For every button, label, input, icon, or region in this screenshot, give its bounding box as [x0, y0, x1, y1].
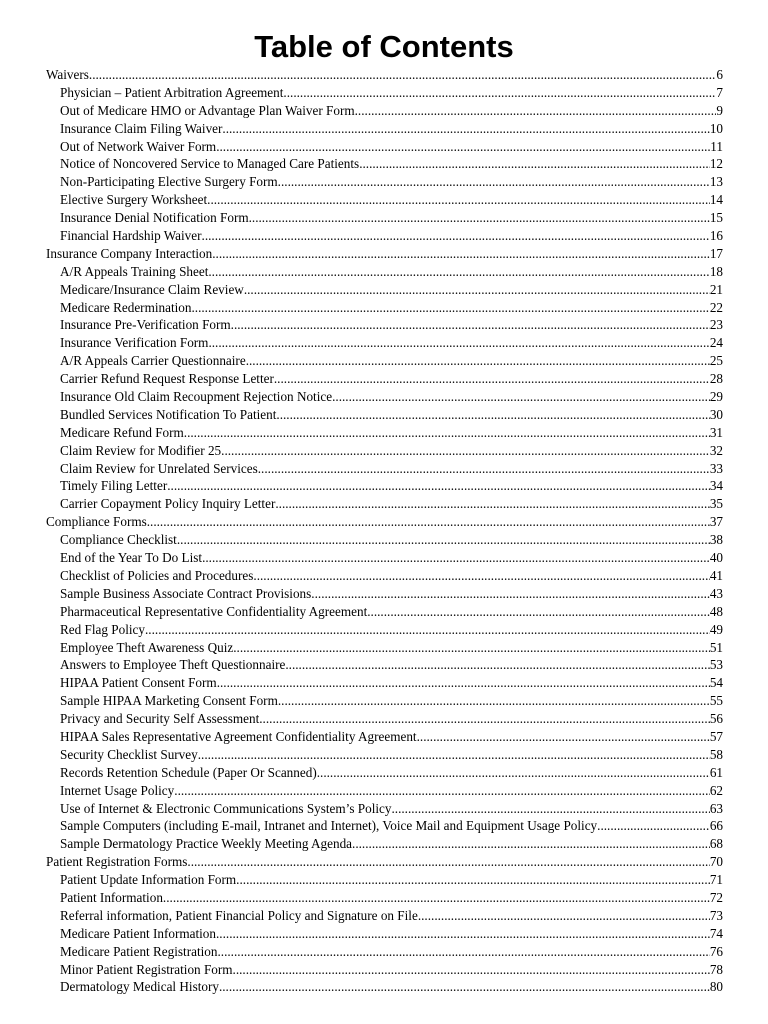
toc-dot-leader — [163, 889, 710, 907]
toc-dot-leader — [191, 299, 709, 317]
toc-page-number: 18 — [709, 263, 723, 279]
toc-subentry[interactable] — [46, 460, 723, 478]
toc-subentry[interactable] — [46, 209, 723, 227]
toc-dot-leader — [258, 460, 710, 478]
toc-page-number: 73 — [709, 907, 723, 923]
toc-page-number: 6 — [716, 67, 723, 82]
toc-subentry[interactable] — [46, 710, 723, 728]
toc-page-number: 22 — [709, 299, 723, 315]
toc-subentry[interactable] — [46, 871, 723, 889]
toc-page-number: 43 — [709, 585, 723, 601]
toc-subentry[interactable] — [46, 603, 723, 621]
toc-subentry[interactable] — [46, 495, 723, 513]
toc-subentry[interactable] — [46, 692, 723, 710]
toc-page-number: 30 — [709, 406, 723, 422]
table-of-contents — [46, 66, 723, 996]
toc-dot-leader — [184, 424, 710, 442]
toc-page-number: 13 — [709, 174, 723, 190]
toc-subentry[interactable] — [46, 138, 723, 156]
toc-dot-leader — [274, 370, 710, 388]
toc-subentry[interactable] — [46, 585, 723, 603]
toc-subentry[interactable] — [46, 227, 723, 245]
toc-entry-label: Minor Patient Registration Form — [60, 961, 233, 977]
toc-entry-label: Dermatology Medical History — [60, 979, 219, 995]
toc-entry-label: Sample Dermatology Practice Weekly Meeting Agenda — [60, 836, 353, 852]
toc-page-number: 74 — [709, 925, 723, 941]
toc-subentry[interactable] — [46, 388, 723, 406]
toc-subentry[interactable] — [46, 674, 723, 692]
toc-subentry[interactable] — [46, 656, 723, 674]
toc-subentry[interactable] — [46, 442, 723, 460]
toc-page-number: 71 — [709, 872, 723, 888]
toc-dot-leader — [177, 531, 710, 549]
toc-entry-label: Medicare Patient Information — [60, 925, 216, 941]
toc-page-number: 28 — [709, 371, 723, 387]
toc-dot-leader — [236, 871, 710, 889]
toc-page-number: 80 — [709, 979, 723, 995]
toc-entry-label: HIPAA Patient Consent Form — [60, 675, 217, 691]
toc-dot-leader — [352, 835, 710, 853]
toc-dot-leader — [207, 191, 710, 209]
toc-subentry[interactable] — [46, 800, 723, 818]
toc-page-number: 68 — [709, 836, 723, 852]
toc-entry-label: Compliance Forms — [46, 514, 147, 530]
toc-page-number: 76 — [709, 943, 723, 959]
toc-dot-leader — [278, 173, 710, 191]
toc-entry-label: Medicare/Insurance Claim Review — [60, 281, 244, 297]
toc-page-number: 70 — [709, 854, 723, 870]
toc-subentry[interactable] — [46, 746, 723, 764]
toc-entry-label: Security Checklist Survey — [60, 746, 198, 762]
toc-entry-label: A/R Appeals Training Sheet — [60, 263, 209, 279]
toc-subentry[interactable] — [46, 155, 723, 173]
toc-dot-leader — [219, 978, 710, 996]
page-title: Table of Contents — [254, 29, 514, 64]
toc-dot-leader — [233, 639, 710, 657]
toc-subentry[interactable] — [46, 316, 723, 334]
toc-page-number: 11 — [710, 138, 723, 154]
toc-page-number: 55 — [709, 693, 723, 709]
toc-subentry[interactable] — [46, 961, 723, 979]
toc-entry-label: Out of Medicare HMO or Advantage Plan Waiver Form — [60, 102, 355, 118]
toc-page-number: 21 — [709, 281, 723, 297]
toc-dot-leader — [233, 961, 710, 979]
toc-subentry[interactable] — [46, 567, 723, 585]
toc-subentry[interactable] — [46, 817, 723, 835]
toc-entry-label: Internet Usage Policy — [60, 782, 175, 798]
toc-entry-label: Insurance Verification Form — [60, 335, 209, 351]
toc-entry-label: Red Flag Policy — [60, 621, 145, 637]
toc-dot-leader — [147, 513, 710, 531]
toc-dot-leader — [285, 656, 709, 674]
toc-entry-label: Notice of Noncovered Service to Managed Care Patients — [60, 156, 360, 172]
toc-page-number: 37 — [709, 514, 723, 530]
toc-subentry[interactable] — [46, 173, 723, 191]
toc-page-number: 48 — [709, 603, 723, 619]
toc-page-number: 35 — [709, 496, 723, 512]
toc-entry-label: Sample HIPAA Marketing Consent Form — [60, 693, 278, 709]
toc-entry-label: Insurance Denial Notification Form — [60, 210, 249, 226]
toc-section-entry[interactable] — [46, 245, 723, 263]
toc-page-number: 63 — [709, 800, 723, 816]
toc-subentry[interactable] — [46, 531, 723, 549]
toc-section-entry[interactable] — [46, 853, 723, 871]
toc-page-number: 40 — [709, 550, 723, 566]
toc-page-number: 51 — [709, 639, 723, 655]
toc-dot-leader — [332, 388, 710, 406]
toc-dot-leader — [145, 621, 710, 639]
toc-page-number: 33 — [709, 460, 723, 476]
toc-subentry[interactable] — [46, 334, 723, 352]
toc-page-number: 41 — [709, 567, 723, 583]
toc-subentry[interactable] — [46, 102, 723, 120]
toc-entry-label: Physician – Patient Arbitration Agreement — [60, 84, 284, 100]
toc-subentry[interactable] — [46, 370, 723, 388]
toc-page-number: 10 — [709, 120, 723, 136]
toc-subentry[interactable] — [46, 120, 723, 138]
toc-entry-label: Medicare Refund Form — [60, 424, 184, 440]
toc-page-number: 38 — [709, 532, 723, 548]
toc-page-number: 31 — [709, 424, 723, 440]
toc-page-number: 34 — [709, 478, 723, 494]
toc-dot-leader — [275, 495, 709, 513]
toc-dot-leader — [174, 782, 710, 800]
toc-entry-label: Insurance Old Claim Recoupment Rejection Notice — [60, 389, 333, 405]
toc-subentry[interactable] — [46, 621, 723, 639]
toc-page-number: 54 — [709, 675, 723, 691]
toc-subentry[interactable] — [46, 299, 723, 317]
toc-page-number: 57 — [709, 728, 723, 744]
toc-dot-leader — [89, 66, 717, 84]
toc-entry-label: Claim Review for Modifier 25 — [60, 442, 222, 458]
toc-page-number: 78 — [709, 961, 723, 977]
toc-dot-leader — [216, 925, 710, 943]
toc-subentry[interactable] — [46, 925, 723, 943]
toc-dot-leader — [391, 800, 709, 818]
toc-dot-leader — [418, 907, 710, 925]
toc-page-number: 49 — [709, 621, 723, 637]
toc-page-number: 9 — [716, 102, 723, 118]
toc-page-number: 14 — [709, 192, 723, 208]
toc-page-number: 15 — [709, 210, 723, 226]
toc-entry-label: Non-Participating Elective Surgery Form — [60, 174, 278, 190]
toc-dot-leader — [198, 746, 710, 764]
toc-entry-label: Insurance Pre-Verification Form — [60, 317, 231, 333]
toc-entry-label: Compliance Checklist — [60, 532, 177, 548]
toc-dot-leader — [167, 477, 710, 495]
toc-subentry[interactable] — [46, 281, 723, 299]
toc-dot-leader — [367, 603, 710, 621]
toc-entry-label: Elective Surgery Worksheet — [60, 192, 208, 208]
toc-subentry[interactable] — [46, 84, 723, 102]
toc-page-number: 23 — [709, 317, 723, 333]
toc-page-number: 25 — [709, 353, 723, 369]
toc-entry-label: End of the Year To Do List — [60, 550, 203, 566]
toc-subentry[interactable] — [46, 424, 723, 442]
toc-dot-leader — [202, 549, 710, 567]
toc-entry-label: Referral information, Patient Financial Policy and Signature on File — [60, 907, 418, 923]
toc-dot-leader — [212, 245, 710, 263]
toc-page-number: 72 — [709, 889, 723, 905]
toc-dot-leader — [359, 155, 710, 173]
toc-entry-label: A/R Appeals Carrier Questionnaire — [60, 353, 246, 369]
toc-dot-leader — [278, 692, 710, 710]
toc-page-number: 17 — [709, 245, 723, 261]
toc-entry-label: Patient Registration Forms — [46, 854, 188, 870]
toc-subentry[interactable] — [46, 764, 723, 782]
toc-dot-leader — [311, 585, 710, 603]
toc-dot-leader — [208, 334, 709, 352]
toc-subentry[interactable] — [46, 943, 723, 961]
toc-section-entry[interactable] — [46, 66, 723, 84]
toc-dot-leader — [246, 352, 710, 370]
toc-dot-leader — [597, 817, 710, 835]
toc-entry-label: Timely Filing Letter — [60, 478, 168, 494]
toc-page-number: 61 — [709, 764, 723, 780]
toc-entry-label: Patient Update Information Form — [60, 872, 237, 888]
toc-page-number: 53 — [709, 657, 723, 673]
toc-dot-leader — [355, 102, 717, 120]
toc-dot-leader — [208, 263, 709, 281]
toc-page-number: 62 — [709, 782, 723, 798]
toc-dot-leader — [417, 728, 710, 746]
toc-subentry[interactable] — [46, 907, 723, 925]
toc-entry-label: Sample Computers (including E-mail, Intranet and Internet), Voice Mail and Equipment Usage Policy — [60, 818, 598, 834]
toc-dot-leader — [217, 674, 710, 692]
toc-entry-label: Carrier Copayment Policy Inquiry Letter — [60, 496, 276, 512]
toc-entry-label: Bundled Services Notification To Patient — [60, 406, 277, 422]
toc-page-number: 24 — [709, 335, 723, 351]
toc-entry-label: Insurance Company Interaction — [46, 245, 213, 261]
toc-entry-label: Carrier Refund Request Response Letter — [60, 371, 274, 387]
toc-subentry[interactable] — [46, 191, 723, 209]
toc-page-number: 16 — [709, 228, 723, 244]
toc-entry-label: Checklist of Policies and Procedures — [60, 567, 254, 583]
toc-dot-leader — [187, 853, 709, 871]
toc-entry-label: Financial Hardship Waiver — [60, 228, 202, 244]
toc-subentry[interactable] — [46, 406, 723, 424]
toc-entry-label: Employee Theft Awareness Quiz — [60, 639, 234, 655]
toc-dot-leader — [317, 764, 710, 782]
toc-dot-leader — [276, 406, 709, 424]
toc-page-number: 29 — [709, 389, 723, 405]
toc-dot-leader — [221, 442, 710, 460]
toc-entry-label: Insurance Claim Filing Waiver — [60, 120, 223, 136]
toc-page-number: 66 — [709, 818, 723, 834]
toc-dot-leader — [216, 138, 710, 156]
toc-section-entry[interactable] — [46, 513, 723, 531]
toc-entry-label: Medicare Patient Registration — [60, 943, 218, 959]
toc-dot-leader — [253, 567, 709, 585]
toc-entry-label: Records Retention Schedule (Paper Or Scanned) — [60, 764, 317, 780]
toc-entry-label: Out of Network Waiver Form — [60, 138, 217, 154]
toc-entry-label: Sample Business Associate Contract Provisions — [60, 585, 312, 601]
toc-entry-label: Privacy and Security Self Assessment — [60, 711, 260, 727]
toc-page-number: 12 — [709, 156, 723, 172]
toc-subentry[interactable] — [46, 639, 723, 657]
toc-subentry[interactable] — [46, 728, 723, 746]
toc-dot-leader — [259, 710, 710, 728]
toc-entry-label: Pharmaceutical Representative Confidentiality Agreement — [60, 603, 368, 619]
toc-dot-leader — [249, 209, 710, 227]
toc-entry-label: Waivers — [46, 67, 89, 82]
toc-subentry[interactable] — [46, 352, 723, 370]
toc-page-number: 58 — [709, 746, 723, 762]
toc-subentry[interactable] — [46, 889, 723, 907]
toc-dot-leader — [231, 316, 710, 334]
toc-subentry[interactable] — [46, 263, 723, 281]
toc-page-number: 7 — [716, 84, 723, 100]
toc-dot-leader — [244, 281, 710, 299]
toc-subentry[interactable] — [46, 835, 723, 853]
toc-entry-label: Medicare Redermination — [60, 299, 192, 315]
toc-entry-label: Use of Internet & Electronic Communications System’s Policy — [60, 800, 392, 816]
toc-entry-label: Claim Review for Unrelated Services — [60, 460, 258, 476]
toc-dot-leader — [217, 943, 709, 961]
toc-page-number: 32 — [709, 442, 723, 458]
toc-entry-label: HIPAA Sales Representative Agreement Confidentiality Agreement — [60, 728, 417, 744]
toc-subentry[interactable] — [46, 549, 723, 567]
toc-dot-leader — [222, 120, 709, 138]
toc-subentry[interactable] — [46, 477, 723, 495]
toc-page-number: 56 — [709, 711, 723, 727]
toc-entry-label: Answers to Employee Theft Questionnaire — [60, 657, 286, 673]
toc-subentry[interactable] — [46, 978, 723, 996]
toc-subentry[interactable] — [46, 782, 723, 800]
toc-dot-leader — [283, 84, 716, 102]
toc-dot-leader — [202, 227, 710, 245]
toc-entry-label: Patient Information — [60, 889, 163, 905]
